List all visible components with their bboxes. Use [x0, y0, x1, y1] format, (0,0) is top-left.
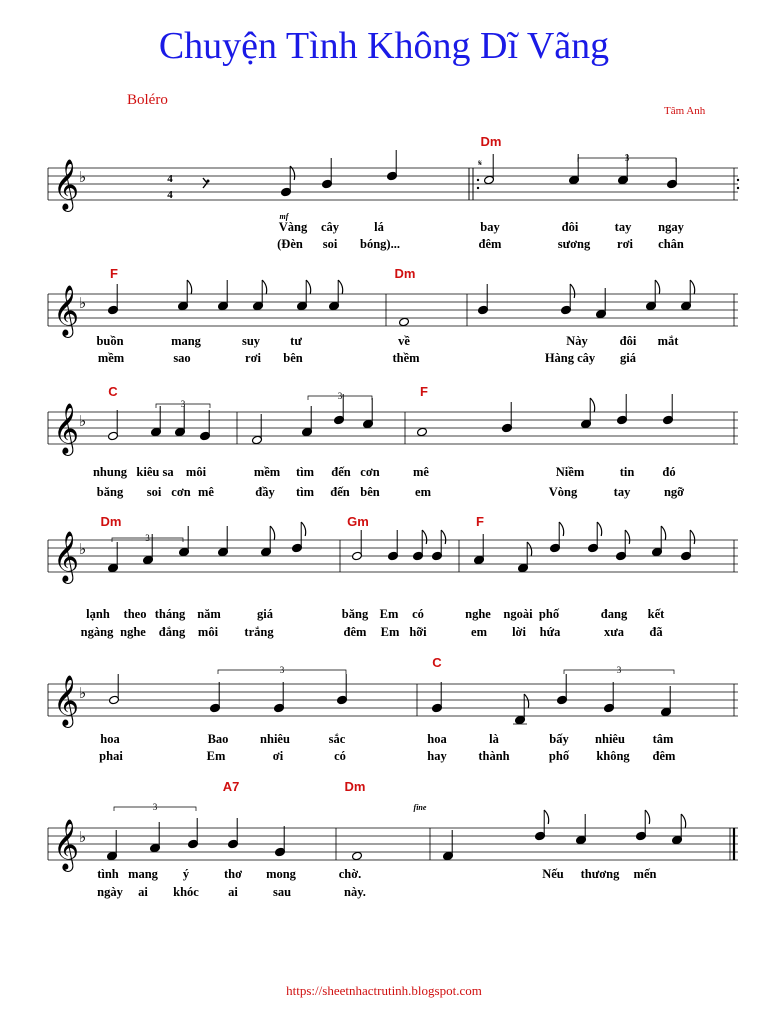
note-flag [570, 284, 575, 298]
lyric-verse-2: nghe [120, 625, 146, 639]
lyric-verse-1: băng [341, 607, 369, 621]
treble-clef-icon: 𝄞 [53, 819, 80, 870]
lyric-verse-2: xưa [603, 625, 625, 639]
note-flag [422, 530, 427, 544]
lyric-verse-1: Vàng [278, 220, 308, 234]
lyric-verse-2: soi [322, 237, 338, 251]
repeat-dot [737, 187, 739, 189]
lyric-verse-1: đôi [561, 220, 579, 234]
note-flag [262, 280, 267, 294]
lyric-verse-2: đến [330, 485, 350, 499]
note-flag [681, 814, 686, 828]
lyric-verse-1: mê [413, 465, 429, 479]
treble-clef-icon: 𝄞 [53, 531, 80, 582]
chord-symbol: F [420, 384, 428, 399]
lyric-verse-2: bóng)... [360, 237, 400, 251]
lyric-verse-2: rơi [617, 237, 633, 251]
note-flag [187, 280, 192, 294]
treble-clef-icon: 𝄞 [53, 285, 80, 336]
lyric-verse-2: đắng [158, 625, 186, 639]
key-flat-icon: ♭ [79, 168, 87, 186]
lyric-verse-2: hỡi [409, 625, 427, 639]
lyric-verse-1: tìm [295, 465, 315, 479]
key-flat-icon: ♭ [79, 684, 87, 702]
lyric-verse-1: chờ. [338, 867, 362, 881]
note-flag [690, 280, 695, 294]
footer-url[interactable]: https://sheetnhactrutinh.blogspot.com [286, 983, 482, 998]
lyric-verse-1: về [398, 334, 410, 348]
lyric-verse-1: tháng [154, 607, 186, 621]
lyric-verse-2: lời [512, 625, 526, 639]
repeat-dot [477, 187, 479, 189]
lyric-verse-1: cơn [360, 465, 380, 479]
lyric-verse-1: thơ [223, 867, 243, 881]
lyric-verse-2: em [471, 625, 487, 639]
note-head [417, 427, 428, 437]
lyric-verse-2: em [415, 485, 431, 499]
lyric-verse-2: sau [272, 885, 292, 899]
note-flag [645, 810, 650, 824]
lyric-verse-1: kiêu sa [136, 465, 174, 479]
lyric-verse-2: không [596, 749, 630, 763]
lyric-verse-1: nhiêu [260, 732, 290, 746]
lyric-verse-2: cơn [171, 485, 191, 499]
lyric-verse-1: Này [566, 334, 588, 348]
lyric-verse-2: Vòng [548, 485, 578, 499]
lyric-verse-1: lạnh [86, 607, 110, 621]
key-flat-icon: ♭ [79, 412, 87, 430]
chord-symbol: Dm [344, 779, 366, 794]
lyric-verse-2: ngày [97, 885, 123, 899]
composer-label: Tâm Anh [664, 105, 706, 117]
lyric-verse-2: ngỡ [663, 485, 685, 499]
song-title: Chuyện Tình Không Dĩ Vãng [158, 25, 610, 67]
lyric-verse-1: thương [580, 867, 620, 881]
lyric-verse-1: đó [662, 465, 676, 479]
lyric-verse-1: bay [480, 220, 500, 234]
note-flag [524, 694, 529, 708]
lyric-verse-2: Em [206, 749, 226, 763]
lyric-verse-1: tâm [652, 732, 674, 746]
lyric-verse-2: đã [649, 625, 663, 639]
triplet-number: 3 [337, 391, 343, 401]
triplet-number: 3 [152, 802, 158, 812]
lyric-verse-1: nhung [92, 465, 128, 479]
note-flag [544, 810, 549, 824]
lyric-verse-1: tay [614, 220, 632, 234]
chord-symbol: Dm [100, 514, 122, 529]
lyric-verse-1: Niềm [555, 465, 585, 479]
lyric-verse-1: phố [538, 607, 560, 621]
lyric-verse-1: ngay [658, 220, 684, 234]
fine-marking: fine [413, 803, 427, 812]
lyric-verse-2: đầy [255, 485, 275, 499]
chord-symbol: F [110, 266, 118, 281]
key-flat-icon: ♭ [79, 540, 87, 558]
lyric-verse-2: Em [380, 625, 400, 639]
lyric-verse-1: nghe [465, 607, 491, 621]
lyric-verse-2: khóc [173, 885, 199, 899]
chord-symbol: Dm [480, 134, 502, 149]
lyric-verse-1: hoa [427, 732, 447, 746]
note-flag [690, 530, 695, 544]
lyric-verse-1: Nếu [542, 867, 564, 881]
lyric-verse-2: (Đèn [277, 237, 303, 251]
rest-icon [203, 178, 207, 188]
lyric-verse-2: ơi [272, 749, 284, 763]
note-flag [270, 526, 275, 540]
note-flag [597, 522, 602, 536]
lyric-verse-2: sương [557, 237, 591, 251]
repeat-dot [477, 179, 479, 181]
lyric-verse-1: là [489, 732, 499, 746]
note-head [352, 851, 363, 861]
lyric-verse-2: trắng [244, 625, 274, 639]
key-flat-icon: ♭ [79, 294, 87, 312]
lyric-verse-2: ai [138, 885, 148, 899]
lyric-verse-2: đêm [652, 749, 676, 763]
note-flag [559, 522, 564, 536]
lyric-verse-2: có [334, 749, 346, 763]
key-flat-icon: ♭ [79, 828, 87, 846]
chord-symbol: Dm [394, 266, 416, 281]
lyric-verse-2: hứa [539, 625, 561, 639]
lyric-verse-1: đến [331, 465, 351, 479]
lyric-verse-1: đôi [619, 334, 637, 348]
chord-symbol: A7 [222, 779, 240, 794]
note-flag [527, 542, 532, 556]
lyric-verse-2: môi [197, 625, 219, 639]
lyric-verse-1: buồn [96, 334, 124, 348]
lyric-verse-1: mang [128, 867, 158, 881]
lyric-verse-1: mang [171, 334, 201, 348]
note-flag [655, 280, 660, 294]
lyric-verse-1: tư [290, 334, 302, 348]
note-flag [661, 526, 666, 540]
lyric-verse-1: cây [320, 220, 340, 234]
lyric-verse-1: Bao [207, 732, 229, 746]
triplet-number: 3 [279, 665, 285, 675]
lyric-verse-2: tìm [295, 485, 315, 499]
lyric-verse-1: ngoài [503, 607, 533, 621]
time-signature-bottom: 4 [167, 189, 173, 201]
lyric-verse-1: Em [379, 607, 399, 621]
lyric-verse-1: kết [647, 607, 665, 621]
lyric-verse-1: môi [185, 465, 207, 479]
lyric-verse-2: bên [283, 351, 303, 365]
lyric-verse-2: này. [344, 885, 366, 899]
lyric-verse-2: rơi [245, 351, 261, 365]
treble-clef-icon: 𝄞 [53, 159, 80, 210]
triplet-number: 3 [624, 153, 630, 163]
lyric-verse-2: soi [146, 485, 162, 499]
lyric-verse-1: sắc [328, 732, 346, 746]
chord-symbol: Gm [347, 514, 369, 529]
lyric-verse-2: Hàng cây [544, 351, 596, 365]
lyric-verse-1: có [412, 607, 424, 621]
style-label: Boléro [127, 92, 168, 108]
lyric-verse-2: ai [228, 885, 238, 899]
lyric-verse-2: băng [96, 485, 124, 499]
lyric-verse-2: giá [620, 351, 636, 365]
lyric-verse-2: ngàng [80, 625, 114, 639]
lyric-verse-1: đang [600, 607, 628, 621]
lyric-verse-1: mến [633, 867, 657, 881]
lyric-verse-2: sao [173, 351, 191, 365]
note-flag [441, 530, 446, 544]
lyric-verse-1: suy [241, 334, 261, 348]
lyric-verse-1: tin [619, 465, 635, 479]
triplet-number: 3 [616, 665, 622, 675]
note-flag [301, 522, 306, 536]
lyric-verse-2: đêm [478, 237, 502, 251]
time-signature-top: 4 [167, 173, 173, 185]
note-flag [306, 280, 311, 294]
treble-clef-icon: 𝄞 [53, 675, 80, 726]
lyric-verse-2: bên [360, 485, 380, 499]
chord-symbol: C [108, 384, 118, 399]
note-flag [590, 398, 595, 412]
dynamic-mf: mf [279, 212, 289, 221]
lyric-verse-2: đêm [343, 625, 367, 639]
lyric-verse-1: lá [374, 220, 384, 234]
note-flag [625, 530, 630, 544]
note-head [399, 317, 410, 327]
lyric-verse-1: nhiêu [595, 732, 625, 746]
lyric-verse-2: hay [427, 749, 447, 763]
treble-clef-icon: 𝄞 [53, 403, 80, 454]
lyric-verse-1: giá [257, 607, 273, 621]
lyric-verse-1: mắt [657, 334, 679, 348]
lyric-verse-1: tình [97, 867, 119, 881]
lyric-verse-2: thành [478, 749, 510, 763]
lyric-verse-1: mong [266, 867, 296, 881]
triplet-number: 3 [145, 533, 150, 543]
lyric-verse-1: theo [123, 607, 147, 621]
lyric-verse-2: phố [548, 749, 570, 763]
lyric-verse-2: mềm [97, 351, 125, 365]
chord-symbol: F [476, 514, 484, 529]
chord-symbol: C [432, 655, 442, 670]
lyric-verse-1: ý [182, 867, 190, 881]
lyric-verse-1: năm [197, 607, 221, 621]
note-flag [338, 280, 343, 294]
segno-icon: 𝄋 [478, 158, 482, 168]
lyric-verse-2: thềm [392, 351, 420, 365]
lyric-verse-2: mê [198, 485, 214, 499]
triplet-number: 3 [180, 399, 186, 409]
lyric-verse-2: tay [613, 485, 631, 499]
lyric-verse-2: phai [99, 749, 123, 763]
lyric-verse-1: hoa [100, 732, 120, 746]
lyric-verse-1: bấy [549, 732, 569, 746]
lyric-verse-1: mềm [253, 465, 281, 479]
repeat-dot [737, 179, 739, 181]
lyric-verse-2: chân [658, 237, 684, 251]
